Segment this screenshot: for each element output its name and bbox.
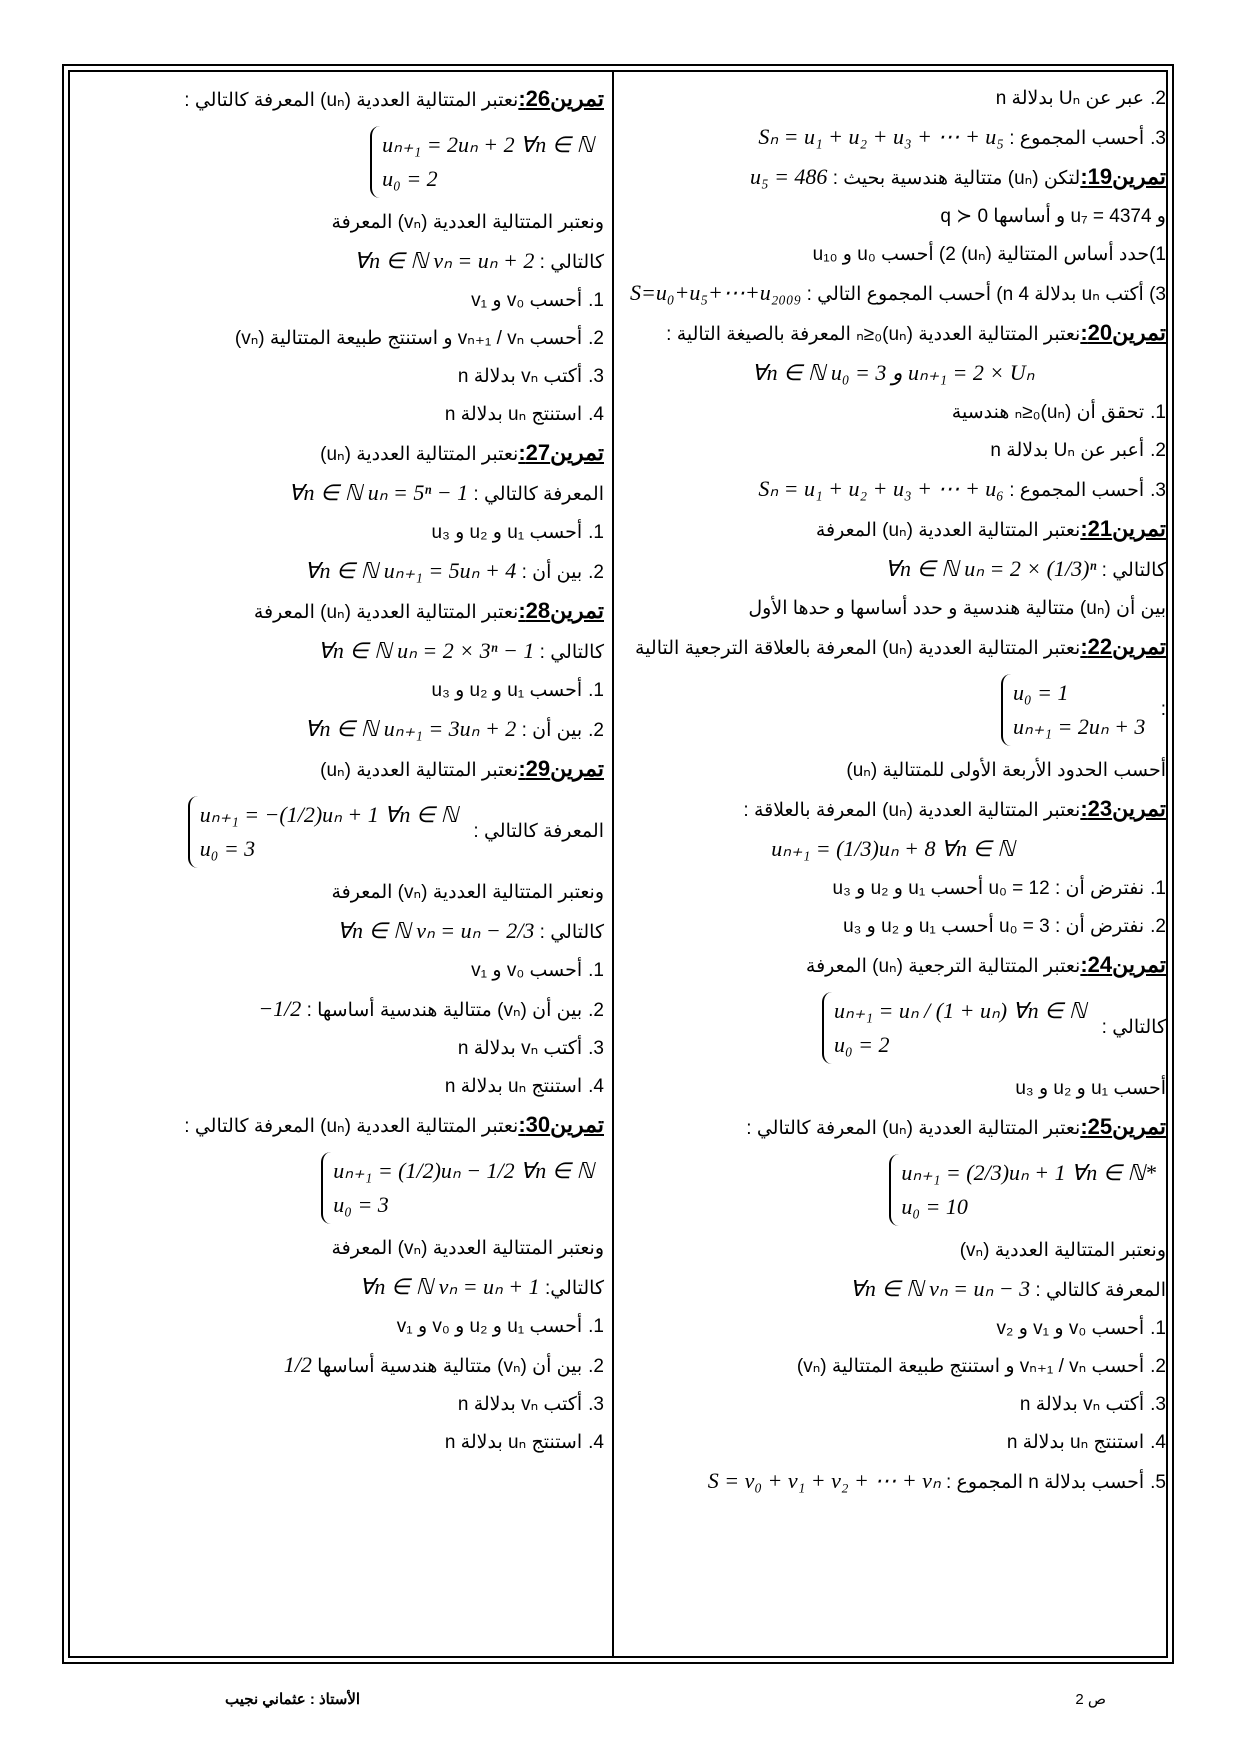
question-number: 3. xyxy=(588,1394,604,1415)
math-expression: ∀n ∈ ℕ uₙ = 5ⁿ − 1 xyxy=(288,480,469,505)
math-expression: 1/2 xyxy=(283,1352,312,1377)
equation-system xyxy=(822,992,1096,1064)
exercise-heading xyxy=(620,1114,1166,1142)
exercise-heading xyxy=(620,952,1166,980)
exercise-heading xyxy=(620,320,1166,348)
line-text: بين أن (uₙ) متتالية هندسية و حدد أساسها و حدها الأول xyxy=(748,598,1166,619)
question-number: 1. xyxy=(588,1316,604,1337)
math-expression: ∀n ∈ ℕ vₙ = uₙ + 1 xyxy=(359,1274,540,1299)
question-item xyxy=(76,288,604,314)
question-item xyxy=(620,438,1166,464)
math-expression: −1/2 xyxy=(258,996,302,1021)
exercise-title: تمرين23: xyxy=(1080,796,1166,821)
exercise-title: تمرين27: xyxy=(518,440,604,465)
line-text: المعرفة كالتالي : xyxy=(473,821,604,843)
line-text: أحسب الحدود الأربعة الأولى للمتتالية (uₙ) xyxy=(846,760,1166,781)
page-number: ص 2 xyxy=(1075,1691,1106,1708)
equation-row: uₙ₊₁ = (1/2)uₙ − 1/2 ∀n ∈ ℕ xyxy=(333,1158,594,1183)
question-item xyxy=(76,326,604,352)
question-number: 1. xyxy=(1150,878,1166,899)
math-expression: Sₙ = u₁ + u₂ + u₃ + ⋯ + u₆ xyxy=(758,476,1004,501)
exercise-title: تمرين19: xyxy=(1080,164,1166,189)
question-item xyxy=(76,364,604,390)
content-line xyxy=(76,638,604,666)
question-item xyxy=(620,86,1166,112)
exercise-title: تمرين22: xyxy=(1080,634,1166,659)
line-text: أحسب v₀ و v₁ xyxy=(471,960,583,981)
question-number: 3. xyxy=(588,366,604,387)
line-text: استنتج uₙ بدلالة n xyxy=(444,1432,583,1453)
line-text: أكتب vₙ بدلالة n xyxy=(457,1038,583,1059)
content-line xyxy=(76,126,604,198)
question-item xyxy=(620,400,1166,426)
equation-system xyxy=(370,126,604,198)
exercise-title: تمرين24: xyxy=(1080,952,1166,977)
question-item xyxy=(76,958,604,984)
line-text: نعتبر المتتالية العددية (uₙ) المعرفة بالعلاقة : xyxy=(743,800,1081,821)
line-text: نعتبر المتتالية العددية (uₙ) xyxy=(320,444,519,465)
math-expression: ∀n ∈ ℕ vₙ = uₙ − 2/3 xyxy=(336,918,535,943)
equation-row: u₀ = 1 xyxy=(1012,680,1069,705)
line-text: نعتبر المتتالية العددية (uₙ) المعرفة xyxy=(815,520,1081,541)
exercise-heading xyxy=(620,164,1166,192)
line-text: كالتالي : xyxy=(539,252,604,273)
question-item xyxy=(76,1430,604,1456)
question-item xyxy=(76,1392,604,1418)
question-number: 4. xyxy=(1150,1432,1166,1453)
content-line xyxy=(620,1076,1166,1102)
question-item xyxy=(620,476,1166,504)
question-item xyxy=(76,996,604,1024)
equation-row: u₀ = 3 xyxy=(199,836,256,861)
line-text: أحسب u₁ و u₂ و v₀ و v₁ xyxy=(396,1316,583,1337)
question-number: 4. xyxy=(588,1076,604,1097)
line-text: ونعتبر المتتالية العددية (vₙ) المعرفة xyxy=(331,212,604,233)
content-line xyxy=(620,1154,1166,1226)
exercise-title: تمرين28: xyxy=(518,598,604,623)
question-number: 2. xyxy=(588,562,604,583)
math-expression: ∀n ∈ ℕ uₙ = 2 × (1/3)ⁿ xyxy=(884,556,1097,581)
question-number: 4. xyxy=(588,1432,604,1453)
line-text: أحسب u₁ و u₂ و u₃ xyxy=(1015,1078,1166,1099)
line-text: 1)حدد أساس المتتالية (uₙ) 2) أحسب u₀ و u₁₀ xyxy=(812,244,1166,265)
question-number: 2. xyxy=(588,1000,604,1021)
equation-row: u₀ = 10 xyxy=(901,1194,968,1219)
content-line xyxy=(76,210,604,236)
line-text: كالتالي : xyxy=(1101,560,1166,581)
question-item xyxy=(76,1314,604,1340)
line-text: ونعتبر المتتالية العددية (vₙ) المعرفة xyxy=(331,1238,604,1259)
line-text: نعتبر المتتالية العددية (uₙ) xyxy=(320,760,519,781)
line-text: 3) أكتب uₙ بدلالة n 4) أحسب المجموع التالي : xyxy=(806,284,1166,305)
line-text: نعتبر المتتالية العددية (uₙ)ₙ≥₀ المعرفة بالصيغة التالية : xyxy=(666,324,1081,345)
content-line xyxy=(620,556,1166,584)
math-expression: ∀n ∈ ℕ u₀ = 3 و uₙ₊₁ = 2 × Uₙ xyxy=(751,360,1035,385)
math-expression: ∀n ∈ ℕ vₙ = uₙ − 3 xyxy=(849,1276,1031,1301)
line-text: لتكن (uₙ) متتالية هندسية بحيث : xyxy=(832,168,1081,189)
line-text: عبر عن Uₙ بدلالة n xyxy=(995,88,1145,109)
content-line xyxy=(620,1276,1166,1304)
line-text: نعتبر المتتالية العددية (uₙ) المعرفة بالعلاقة الترجعية التالية xyxy=(634,638,1081,659)
equation-row: u₀ = 2 xyxy=(382,166,438,191)
line-text: بين أن : xyxy=(521,720,583,741)
question-number: 3. xyxy=(1150,480,1166,501)
line-text: استنتج uₙ بدلالة n xyxy=(444,404,583,425)
exercise-heading xyxy=(620,516,1166,544)
exercise-heading xyxy=(76,1112,604,1140)
exercise-title: تمرين25: xyxy=(1080,1114,1166,1139)
line-text: أكتب vₙ بدلالة n xyxy=(457,1394,583,1415)
math-expression: S = v₀ + v₁ + v₂ + ⋯ + vₙ xyxy=(707,1468,941,1493)
question-number: 2. xyxy=(1150,88,1166,109)
line-text: نعتبر المتتالية العددية (uₙ) المعرفة كالتالي : xyxy=(184,90,519,111)
question-number: 1. xyxy=(588,680,604,701)
line-text: المعرفة كالتالي : xyxy=(473,484,604,505)
question-number: 4. xyxy=(588,404,604,425)
equation-row: uₙ₊₁ = 2uₙ + 2 ∀n ∈ ℕ xyxy=(382,132,594,157)
line-text: و u₇ = 4374 و أساسها q ≻ 0 xyxy=(940,206,1166,227)
line-text: استنتج uₙ بدلالة n xyxy=(444,1076,583,1097)
exercise-title: تمرين21: xyxy=(1080,516,1166,541)
line-text: نعتبر المتتالية الترجعية (uₙ) المعرفة xyxy=(805,956,1081,977)
content-line xyxy=(76,918,604,946)
exercise-title: تمرين30: xyxy=(518,1112,604,1137)
question-item xyxy=(620,1354,1166,1380)
line-text: أعبر عن Uₙ بدلالة n xyxy=(990,440,1145,461)
equation-row: u₀ = 3 xyxy=(333,1192,389,1217)
question-number: 2. xyxy=(1150,440,1166,461)
content-line xyxy=(76,1152,604,1224)
line-text: أحسب المجموع : xyxy=(1009,128,1145,149)
line-text: أحسب vₙ₊₁ / vₙ و استنتج طبيعة المتتالية (vₙ) xyxy=(234,328,583,349)
line-text: كالتالي : xyxy=(539,642,604,663)
math-expression: Sₙ = u₁ + u₂ + u₃ + ⋯ + u₅ xyxy=(758,124,1004,149)
author-name: الأستاذ : عثماني نجيب xyxy=(225,1691,361,1708)
question-number: 2. xyxy=(588,1356,604,1377)
line-text: ونعتبر المتتالية العددية (vₙ) xyxy=(959,1240,1166,1261)
line-text: المعرفة كالتالي : xyxy=(1035,1280,1166,1301)
equation-row: u₀ = 2 xyxy=(834,1032,890,1057)
exercise-heading xyxy=(620,796,1166,824)
equation-system xyxy=(1001,674,1155,746)
line-text: نعتبر المتتالية العددية (uₙ) المعرفة كالتالي : xyxy=(184,1116,519,1137)
line-text: أحسب vₙ₊₁ / vₙ و استنتج طبيعة المتتالية (vₙ) xyxy=(796,1356,1145,1377)
question-number: 2. xyxy=(588,328,604,349)
line-text: أكتب vₙ بدلالة n xyxy=(1019,1394,1145,1415)
math-expression: ∀n ∈ ℕ vₙ = uₙ + 2 xyxy=(354,248,535,273)
equation-system xyxy=(321,1152,604,1224)
line-text: أحسب u₁ و u₂ و u₃ xyxy=(431,522,583,543)
question-item xyxy=(76,678,604,704)
question-item xyxy=(620,124,1166,152)
line-text: كالتالي: xyxy=(544,1278,604,1299)
line-text: : xyxy=(1160,699,1166,721)
question-item xyxy=(76,558,604,586)
line-text: أكتب vₙ بدلالة n xyxy=(457,366,583,387)
content-line xyxy=(76,248,604,276)
exercise-heading xyxy=(76,440,604,468)
content-line xyxy=(620,596,1166,622)
content-line xyxy=(620,360,1166,388)
line-text: نفترض أن : u₀ = 12 أحسب u₁ و u₂ و u₃ xyxy=(832,878,1145,899)
exercise-title: تمرين20: xyxy=(1080,320,1166,345)
exercise-title: تمرين29: xyxy=(518,756,604,781)
line-text: تحقق أن (uₙ)ₙ≥₀ هندسية xyxy=(951,402,1145,423)
content-line xyxy=(76,1236,604,1262)
math-expression: uₙ₊₁ = (1/3)uₙ + 8 ∀n ∈ ℕ xyxy=(771,836,1015,861)
line-text: نعتبر المتتالية العددية (uₙ) المعرفة xyxy=(253,602,519,623)
question-item xyxy=(76,1036,604,1062)
exercise-heading xyxy=(76,756,604,784)
question-item xyxy=(76,402,604,428)
math-expression: ∀n ∈ ℕ uₙ₊₁ = 3uₙ + 2 xyxy=(304,716,517,741)
question-item xyxy=(620,1392,1166,1418)
content-line xyxy=(620,992,1166,1064)
question-number: 2. xyxy=(588,720,604,741)
line-text: أحسب بدلالة n المجموع : xyxy=(946,1472,1145,1493)
line-text: أحسب المجموع : xyxy=(1009,480,1145,501)
line-text: بين أن (vₙ) متتالية هندسية أساسها : xyxy=(306,1000,583,1021)
line-text: أحسب u₁ و u₂ و u₃ xyxy=(431,680,583,701)
question-item xyxy=(620,914,1166,940)
question-number: 2. xyxy=(1150,1356,1166,1377)
equation-row: uₙ₊₁ = uₙ / (1 + uₙ) ∀n ∈ ℕ xyxy=(834,998,1087,1023)
line-text: ونعتبر المتتالية العددية (vₙ) المعرفة xyxy=(331,882,604,903)
line-text: أحسب v₀ و v₁ و v₂ xyxy=(996,1318,1145,1339)
content-line xyxy=(620,280,1166,308)
content-line xyxy=(620,204,1166,230)
line-text: نفترض أن : u₀ = 3 أحسب u₁ و u₂ و u₃ xyxy=(843,916,1145,937)
question-item xyxy=(620,1468,1166,1496)
exercise-heading xyxy=(620,634,1166,662)
question-item xyxy=(620,1316,1166,1342)
content-line xyxy=(620,674,1166,746)
line-text: استنتج uₙ بدلالة n xyxy=(1006,1432,1145,1453)
content-line xyxy=(76,880,604,906)
content-line xyxy=(76,480,604,508)
question-item xyxy=(620,1430,1166,1456)
line-text: كالتالي : xyxy=(539,922,604,943)
content-line xyxy=(620,758,1166,784)
equation-row: uₙ₊₁ = 2uₙ + 3 xyxy=(1012,714,1146,739)
question-item xyxy=(76,1352,604,1380)
content-line xyxy=(76,796,604,868)
content-line xyxy=(620,1238,1166,1264)
question-item xyxy=(76,1074,604,1100)
question-number: 3. xyxy=(1150,1394,1166,1415)
question-number: 2. xyxy=(1150,916,1166,937)
math-expression: ∀n ∈ ℕ uₙ = 2 × 3ⁿ − 1 xyxy=(317,638,535,663)
exercise-heading xyxy=(76,86,604,114)
question-item xyxy=(76,716,604,744)
equation-row: uₙ₊₁ = (2/3)uₙ + 1 ∀n ∈ ℕ* xyxy=(901,1160,1156,1185)
line-text: بين أن : xyxy=(521,562,583,583)
equation-row: uₙ₊₁ = −(1/2)uₙ + 1 ∀n ∈ ℕ xyxy=(199,802,459,827)
equation-system xyxy=(889,1154,1166,1226)
line-text: بين أن (vₙ) متتالية هندسية أساسها xyxy=(317,1356,583,1377)
content-line xyxy=(620,242,1166,268)
question-item xyxy=(620,876,1166,902)
question-number: 1. xyxy=(1150,402,1166,423)
exercise-heading xyxy=(76,598,604,626)
math-expression: ∀n ∈ ℕ uₙ₊₁ = 5uₙ + 4 xyxy=(304,558,517,583)
question-item xyxy=(76,520,604,546)
math-expression: S=u₀+u₅+⋯+u₂₀₀₉ xyxy=(630,280,802,305)
math-expression: u₅ = 486 xyxy=(749,164,828,189)
column-divider xyxy=(612,72,614,1656)
question-number: 1. xyxy=(588,960,604,981)
line-text: أحسب v₀ و v₁ xyxy=(471,290,583,311)
line-text: نعتبر المتتالية العددية (uₙ) المعرفة كالتالي : xyxy=(746,1118,1081,1139)
question-number: 3. xyxy=(588,1038,604,1059)
question-number: 5. xyxy=(1150,1472,1166,1493)
right-column xyxy=(620,86,1166,1508)
equation-system xyxy=(188,796,468,868)
exercise-title: تمرين26: xyxy=(518,86,604,111)
question-number: 1. xyxy=(588,522,604,543)
question-number: 1. xyxy=(588,290,604,311)
left-column xyxy=(76,86,604,1468)
question-number: 1. xyxy=(1150,1318,1166,1339)
line-text: كالتالي : xyxy=(1101,1017,1166,1039)
question-number: 3. xyxy=(1150,128,1166,149)
content-line xyxy=(620,836,1166,864)
content-line xyxy=(76,1274,604,1302)
